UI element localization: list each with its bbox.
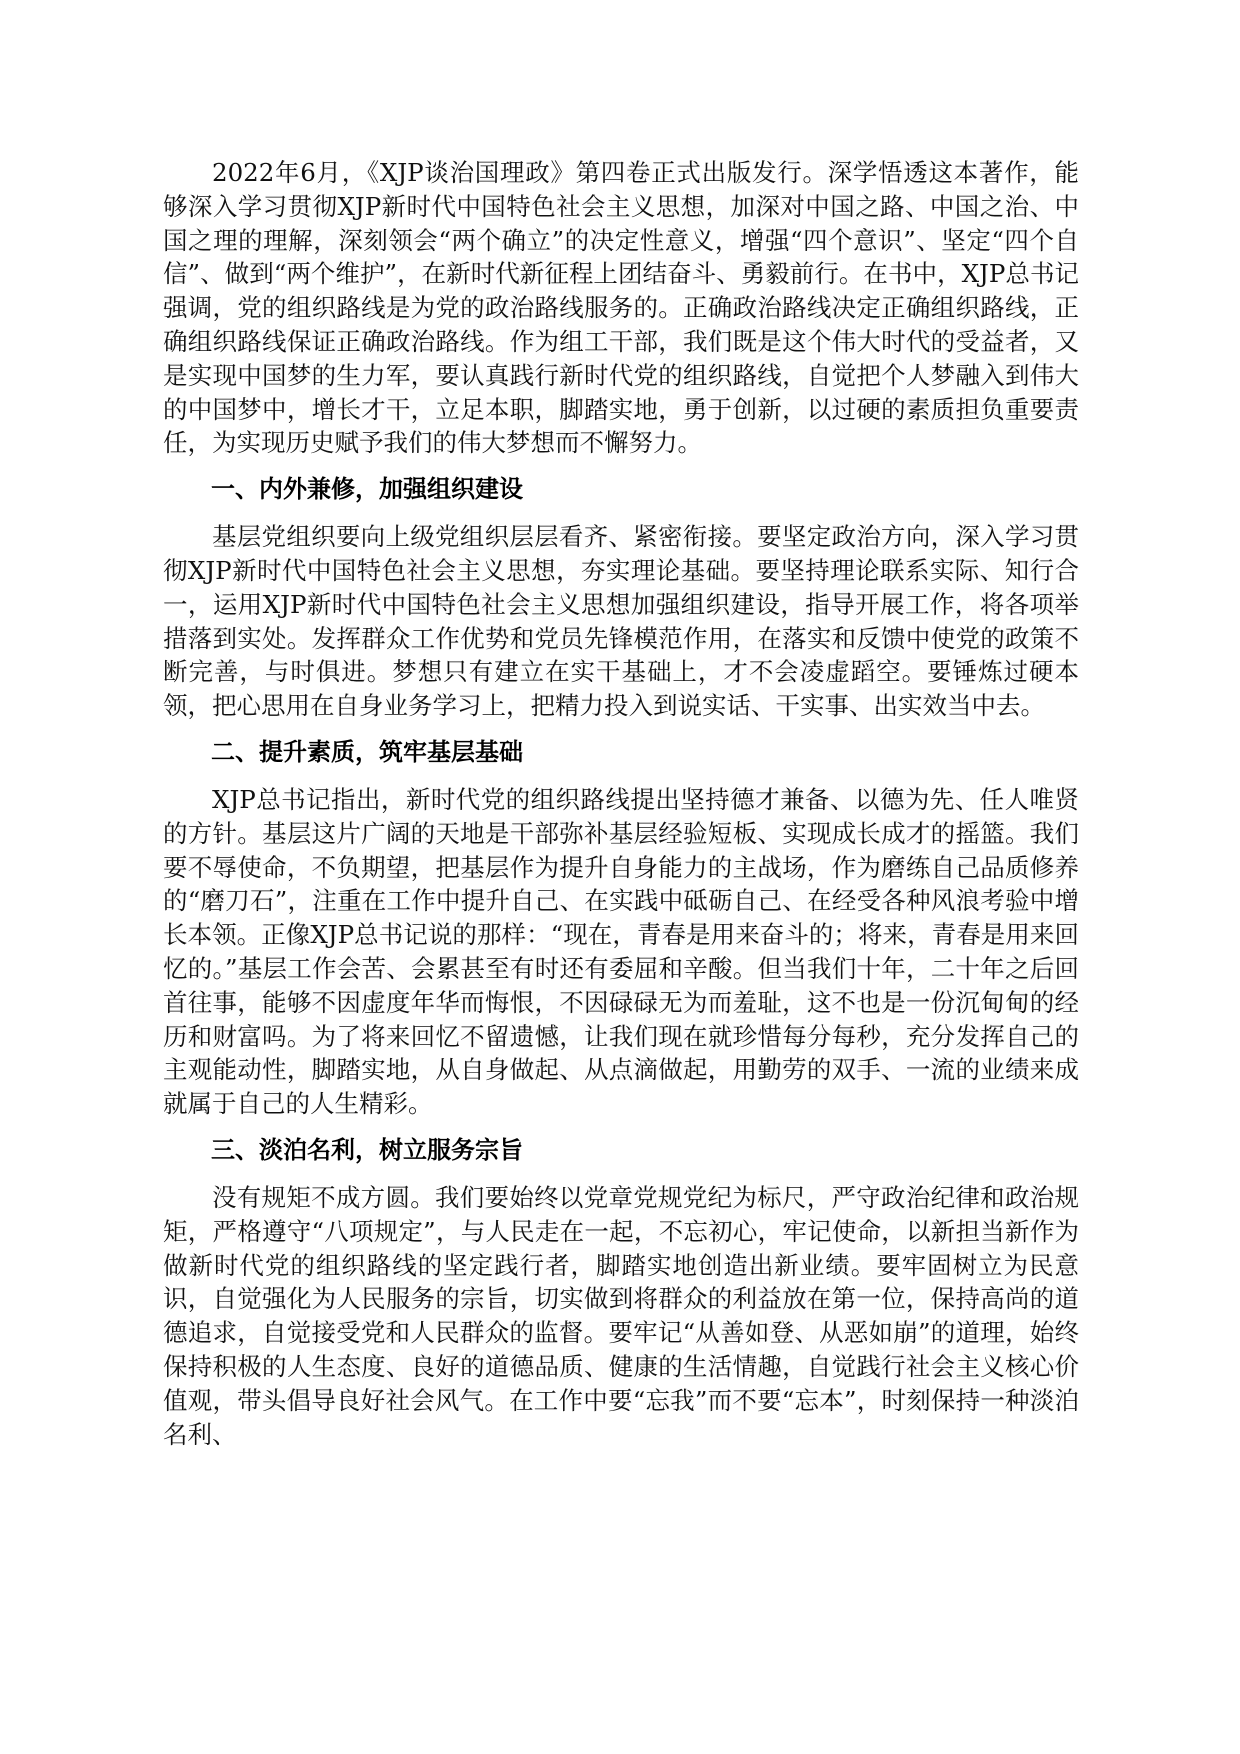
document-body (163, 156, 1079, 1451)
section-paragraph-1: 基层党组织要向上级党组织层层看齐、紧密衔接。要坚定政治方向，深入学习贯彻XJP新时代中国特色社会主义思想，夯实理论基础。要坚持理论联系实际、知行合一，运用XJP新时代中国特色社会主义思想加强组织建设，指导开展工作，将各项举措落到实处。发挥群众工作优势和党员先锋模范作用，在落实和反馈中使党的政策不断完善，与时俱进。梦想只有建立在实干基础上，才不会凌虚蹈空。要锤炼过硬本领，把心思用在自身业务学习上，把精力投入到说实话、干实事、出实效当中去。 (163, 522, 1079, 721)
section-heading-1: 一、内外兼修，加强组织建设 (211, 475, 523, 504)
intro-paragraph: 2022年6月，《XJP谈治国理政》第四卷正式出版发行。深学悟透这本著作，能够深入学习贯彻XJP新时代中国特色社会主义思想，加深对中国之路、中国之治、中国之理的理解，深刻领会“两个确立”的决定性意义，增强“四个意识”、坚定“四个自信”、做到“两个维护”，在新时代新征程上团结奋斗、勇毅前行。在书中，XJP总书记强调，党的组织路线是为党的政治路线服务的。正确政治路线决定正确组织路线，正确组织路线保证正确政治路线。作为组工干部，我们既是这个伟大时代的受益者，又是实现中国梦的生力军，要认真践行新时代党的组织路线，自觉把个人梦融入到伟大的中国梦中，增长才干，立足本职，脚踏实地，勇于创新，以过硬的素质担负重要责任，为实现历史赋予我们的伟大梦想而不懈努力。 (163, 158, 1079, 458)
section-heading-2: 二、提升素质，筑牢基层基础 (211, 737, 523, 766)
section-paragraph-2: XJP总书记指出，新时代党的组织路线提出坚持德才兼备、以德为先、任人唯贤的方针。基层这片广阔的天地是干部弥补基层经验短板、实现成长成才的摇篮。我们要不辱使命，不负期望，把基层作为提升自身能力的主战场，作为磨练自己品质修养的“磨刀石”，注重在工作中提升自己、在实践中砥砺自己、在经受各种风浪考验中增长本领。正像XJP总书记说的那样：“现在，青春是用来奋斗的；将来，青春是用来回忆的。”基层工作会苦、会累甚至有时还有委屈和辛酸。但当我们十年，二十年之后回首往事，能够不因虚度年华而悔恨，不因碌碌无为而羞耻，这不也是一份沉甸甸的经历和财富吗。为了将来回忆不留遗憾，让我们现在就珍惜每分每秒，充分发挥自己的主观能动性，脚踏实地，从自身做起、从点滴做起，用勤劳的双手、一流的业绩来成就属于自己的人生精彩。 (163, 784, 1079, 1119)
section-paragraph-3: 没有规矩不成方圆。我们要始终以党章党规党纪为标尺，严守政治纪律和政治规矩，严格遵守“八项规定”，与人民走在一起，不忘初心，牢记使命，以新担当新作为做新时代党的组织路线的坚定践行者，脚踏实地创造出新业绩。要牢固树立为民意识，自觉强化为人民服务的宗旨，切实做到将群众的利益放在第一位，保持高尚的道德追求，自觉接受党和人民群众的监督。要牢记“从善如登、从恶如崩”的道理，始终保持积极的人生态度、良好的道德品质、健康的生活情趣，自觉践行社会主义核心价值观，带头倡导良好社会风气。在工作中要“忘我”而不要“忘本”，时刻保持一种淡泊名利、 (163, 1182, 1079, 1449)
section-heading-3: 三、淡泊名利，树立服务宗旨 (211, 1135, 523, 1164)
